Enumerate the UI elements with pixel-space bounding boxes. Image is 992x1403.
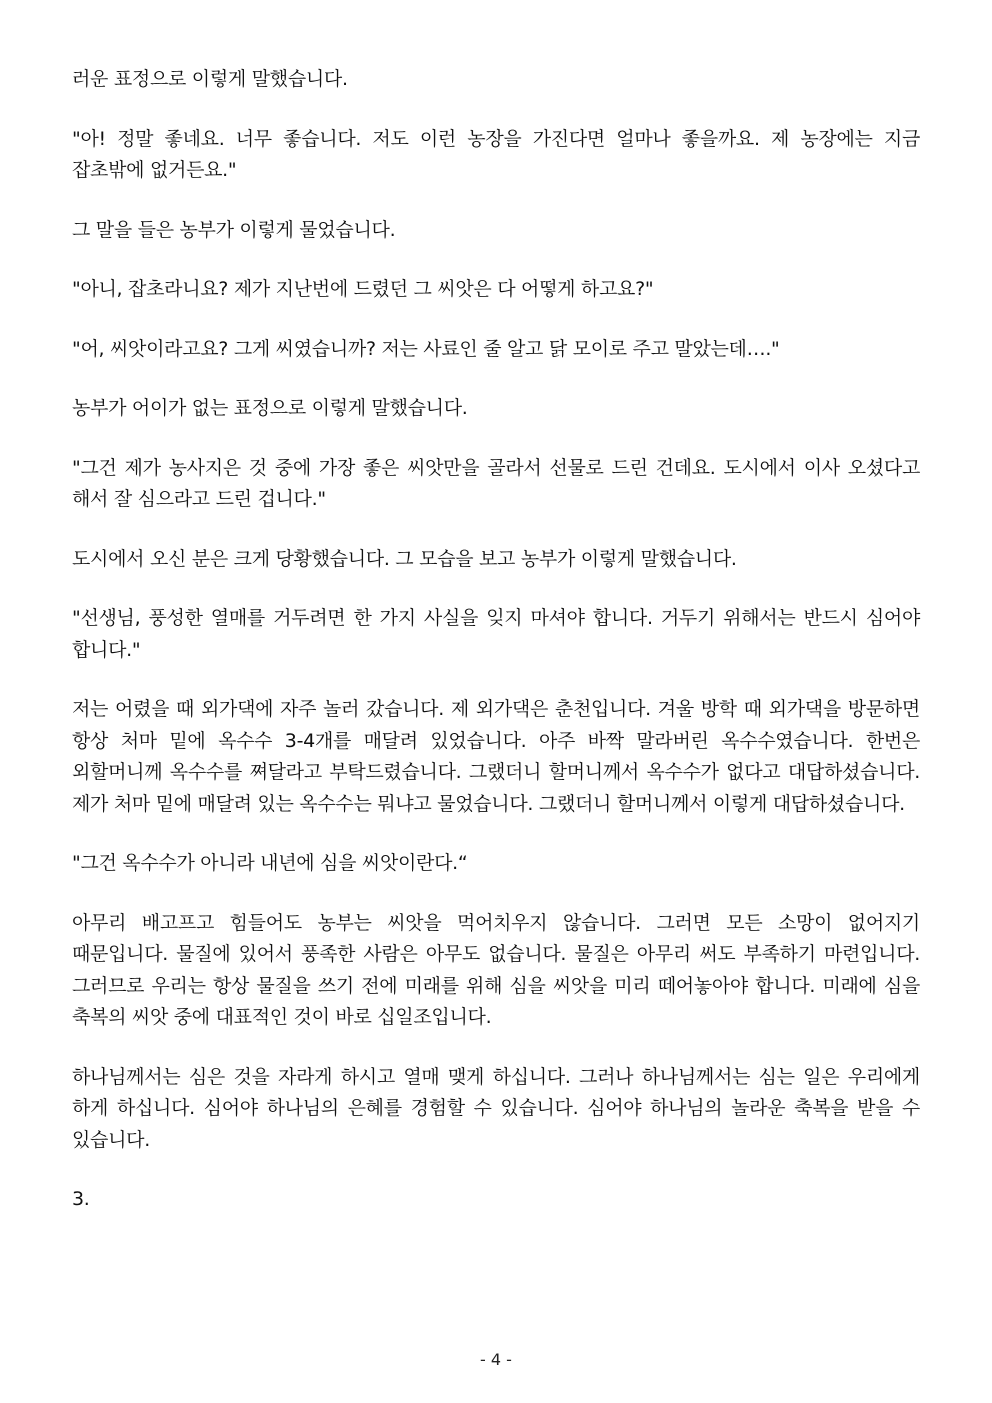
section-number: 3. (72, 1188, 90, 1210)
paragraph-11: "그건 옥수수가 아니라 내년에 심을 씨앗이란다.“ (72, 852, 468, 874)
paragraph-7: "그건 제가 농사지은 것 중에 가장 좋은 씨앗만을 골라서 선물로 드린 건데요. 도시에서 이사 오셨다고 해서 잘 심으라고 드린 겁니다." (72, 456, 920, 510)
paragraph-10: 저는 어렸을 때 외가댁에 자주 놀러 갔습니다. 제 외가댁은 춘천입니다. 겨울 방학 때 외가댁을 방문하면 항상 처마 밑에 옥수수 3-4개를 매달려 있었습니다. 아주 바짝 말라버린 옥수수였습니다. 한번은 외할머니께 옥수수를 쪄달라고 부탁드렸습니다. 그랬더니 할머니께서 옥수수가 없다고 대답하셨습니다. 제가 처마 밑에 매달려 있는 옥수수는 뭐냐고 물었습니다. 그랬더니 할머니께서 이렇게 대답하셨습니다. (72, 698, 920, 815)
page-number: - 4 - (480, 1350, 512, 1369)
paragraph-1: 러운 표정으로 이렇게 말했습니다. (72, 68, 348, 90)
paragraph-4: "아니, 잡초라니요? 제가 지난번에 드렸던 그 씨앗은 다 어떻게 하고요?" (72, 278, 654, 300)
document-body (72, 64, 920, 1216)
paragraph-12: 아무리 배고프고 힘들어도 농부는 씨앗을 먹어치우지 않습니다. 그러면 모든 소망이 없어지기 때문입니다. 물질에 있어서 풍족한 사람은 아무도 없습니다. 물질은 아무리 써도 부족하기 마련입니다. 그러므로 우리는 항상 물질을 쓰기 전에 미래를 위해 심을 씨앗을 미리 떼어놓아야 합니다. 미래에 심을 축복의 씨앗 중에 대표적인 것이 바로 십일조입니다. (72, 911, 920, 1028)
paragraph-9: "선생님, 풍성한 열매를 거두려면 한 가지 사실을 잊지 마셔야 합니다. 거두기 위해서는 반드시 심어야 합니다." (72, 607, 920, 661)
paragraph-6: 농부가 어이가 없는 표정으로 이렇게 말했습니다. (72, 397, 468, 419)
paragraph-8: 도시에서 오신 분은 크게 당황했습니다. 그 모습을 보고 농부가 이렇게 말했습니다. (72, 547, 737, 570)
paragraph-13: 하나님께서는 심은 것을 자라게 하시고 열매 맺게 하십니다. 그러나 하나님께서는 심는 일은 우리에게 하게 하십니다. 심어야 하나님의 은혜를 경험할 수 있습니다. 심어야 하나님의 놀라운 축복을 받을 수 있습니다. (72, 1065, 920, 1151)
paragraph-3: 그 말을 들은 농부가 이렇게 물었습니다. (72, 218, 396, 241)
paragraph-5: "어, 씨앗이라고요? 그게 씨였습니까? 저는 사료인 줄 알고 닭 모이로 주고 말았는데…." (72, 337, 780, 360)
paragraph-2: "아! 정말 좋네요. 너무 좋습니다. 저도 이런 농장을 가진다면 얼마나 좋을까요. 제 농장에는 지금 잡초밖에 없거든요." (72, 127, 920, 181)
